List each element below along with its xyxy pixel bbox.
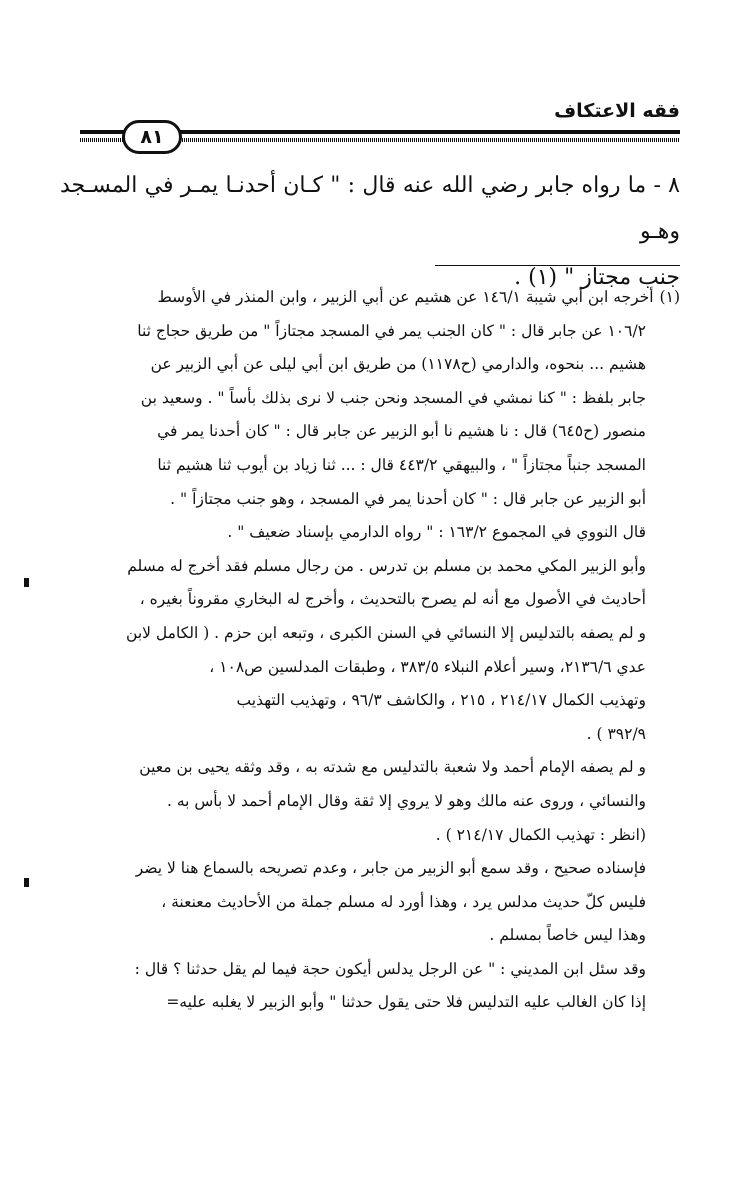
footnote-line: وأبو الزبير المكي محمد بن مسلم بن تدرس . من رجال مسلم فقد أخرج له مسلم [127, 556, 646, 575]
footnote-line: عدي ٢١٣٦/٦، وسير أعلام النبلاء ٣٨٣/٥ ، وطبقات المدلسين ص١٠٨ ، [209, 657, 646, 676]
footnote-line: والنسائي ، وروى عنه مالك وهو لا يروي إلا ثقة وقال الإمام أحمد لا بأس به . [166, 791, 646, 810]
footnote-line [40, 281, 680, 315]
main-line: ٨ - ما رواه جابر رضي الله عنه قال : " كـان أحدنـا يمـر في المسـجد وهـو [60, 173, 680, 244]
margin-mark [24, 878, 29, 887]
running-title: فقه الاعتكاف [554, 100, 680, 122]
footnote-line-text: أخرجه ابن أبي شيبة ١٤٦/١ عن هشيم عن أبي الزبير ، وابن المنذر في الأوسط [157, 288, 654, 306]
footnote-line: فإسناده صحيح ، وقد سمع أبو الزبير من جابر ، وعدم تصريحه بالسماع هنا لا يضر [135, 859, 646, 878]
footnote-number: (١) [659, 288, 680, 306]
footnote-line: أحاديث في الأصول مع أنه لم يصرح بالتحديث ، وأخرج له البخاري مقروناً بغيره ، [139, 590, 646, 609]
footnote-line: وهذا ليس خاصاً بمسلم . [489, 926, 646, 945]
footnote-separator [435, 265, 680, 266]
footnotes [40, 281, 680, 1020]
footnote-line: وتهذيب الكمال ٢١٤/١٧ ، ٢١٥ ، والكاشف ٩٦/٣ ، وتهذيب التهذيب [236, 691, 646, 710]
footnote-line: أبو الزبير عن جابر قال : " كان أحدنا يمر في المسجد ، وهو جنب مجتازاً " . [170, 489, 646, 508]
footnote-line: و لم يصفه الإمام أحمد ولا شعبة بالتدليس مع شدته به ، وقد وثقه يحيى بن معين [139, 758, 646, 777]
page-header [80, 100, 680, 148]
footnote-line: فليس كلّ حديث مدلس يرد ، وهذا أورد له مسلم جملة من الأحاديث معنعنة ، [161, 892, 646, 911]
footnote-line: منصور (ح٦٤٥) قال : نا هشيم نا أبو الزبير عن جابر قال : " كان أحدنا يمر في [157, 422, 646, 441]
footnote-line: إذا كان الغالب عليه التدليس فلا حتى يقول حدثنا " وأبو الزبير لا يغلبه عليه= [166, 993, 646, 1012]
footnote-line: ١٠٦/٢ عن جابر قال : " كان الجنب يمر في المسجد مجتازاً " من طريق حجاج ثنا [137, 321, 646, 340]
page-number: ٨١ [122, 120, 182, 154]
footnote-line: هشيم ... بنحوه، والدارمي (ح١١٧٨) من طريق ابن أبي ليلى عن أبي الزبير عن [150, 355, 646, 374]
margin-mark [24, 578, 29, 587]
footnote-line: جابر بلفظ : " كنا نمشي في المسجد ونحن جنب لا نرى بذلك بأساً " . وسعيد بن [140, 388, 646, 407]
footnote-line: قال النووي في المجموع ١٦٣/٢ : " رواه الدارمي بإسناد ضعيف " . [227, 523, 646, 542]
footnote-line: المسجد جنباً مجتازاً " ، والبيهقي ٤٤٣/٢ قال : ... ثنا زياد بن أيوب ثنا هشيم ثنا [157, 455, 646, 474]
footnote-line: و لم يصفه بالتدليس إلا النسائي في السنن الكبرى ، وتبعه ابن حزم . ( الكامل لابن [126, 623, 646, 642]
footnote-line: وقد سئل ابن المديني : " عن الرجل يدلس أيكون حجة فيما لم يقل حدثنا ؟ قال : [134, 959, 646, 978]
footnote-line: ٣٩٢/٩ ) . [586, 724, 646, 743]
main-line: جنب مجتاز " (١) . [514, 265, 680, 290]
footnote-line: (انظر : تهذيب الكمال ٢١٤/١٧ ) . [435, 825, 646, 844]
